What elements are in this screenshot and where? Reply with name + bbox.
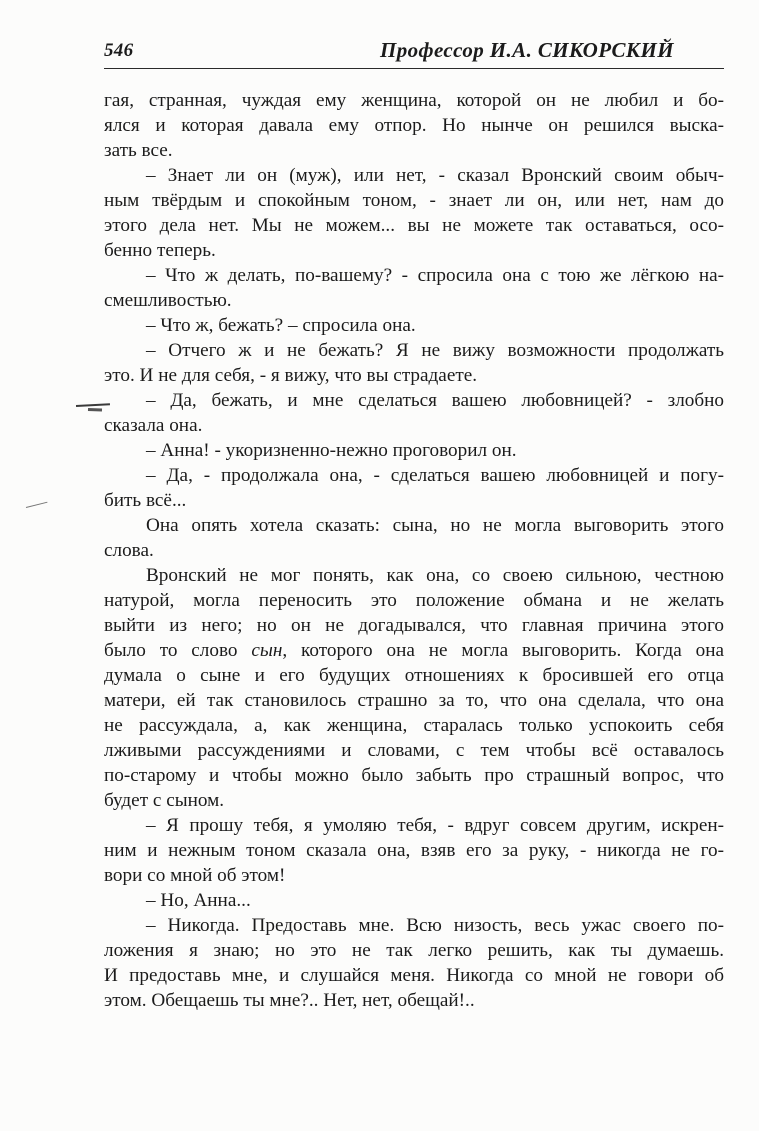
paragraph	[104, 888, 724, 913]
paragraph	[104, 263, 724, 313]
paragraph	[104, 438, 724, 463]
paragraph	[104, 463, 724, 513]
text-line: по-старому и чтобы можно было забыть про страшный вопрос, что	[104, 765, 724, 786]
text-line: – Отчего ж и не бежать? Я не вижу возможности продолжать	[146, 340, 724, 361]
paragraph	[104, 388, 724, 438]
text-line: – Никогда. Предоставь мне. Всю низость, весь ужас своего по-	[146, 915, 724, 936]
text-line: слова.	[104, 540, 154, 561]
pencil-mark	[26, 502, 48, 508]
text-line: этого дела нет. Мы не можем... вы не можете так оставаться, осо-	[104, 215, 724, 236]
text-line: – Знает ли он (муж), или нет, - сказал Вронский своим обыч-	[146, 165, 724, 186]
text-line: – Анна! - укоризненно-нежно проговорил он.	[146, 440, 517, 461]
text-line: бить всё...	[104, 490, 187, 511]
text-line: – Но, Анна...	[146, 890, 251, 911]
paragraph	[104, 813, 724, 888]
paragraph	[104, 88, 724, 163]
text-line: – Я прошу тебя, я умоляю тебя, - вдруг совсем другим, искрен-	[146, 815, 724, 836]
pencil-mark	[88, 408, 102, 411]
paragraph	[104, 338, 724, 388]
text-line: этом. Обещаешь ты мне?.. Нет, нет, обещай!..	[104, 990, 475, 1011]
text-line: было то слово сын, которого она не могла выговорить. Когда она	[104, 640, 724, 661]
text-line: И предоставь мне, и слушайся меня. Никогда со мной не говори об	[104, 965, 724, 986]
page-number: 546	[104, 40, 134, 61]
text-line: Вронский не мог понять, как она, со своею сильною, честною	[146, 565, 724, 586]
text-line: не рассуждала, а, как женщина, старалась только успокоить себя	[104, 715, 724, 736]
text-line: Она опять хотела сказать: сына, но не могла выговорить этого	[146, 515, 724, 536]
running-header	[104, 38, 724, 69]
emphasis: сын	[251, 640, 283, 661]
paragraph	[104, 313, 724, 338]
paragraph	[104, 513, 724, 563]
text-line: натурой, могла переносить это положение обмана и не желать	[104, 590, 724, 611]
text-line: ялся и которая давала ему отпор. Но нынче он решился выска-	[104, 115, 724, 136]
text-line: ным твёрдым и спокойным тоном, - знает ли он, или нет, нам до	[104, 190, 724, 211]
text-line: это. И не для себя, - я вижу, что вы страдаете.	[104, 365, 478, 386]
text-line: зать все.	[104, 140, 173, 161]
text-line: сказала она.	[104, 415, 203, 436]
text-line: – Да, - продолжала она, - сделаться вашею любовницей и погу-	[146, 465, 724, 486]
text-line: бенно теперь.	[104, 240, 216, 261]
text-line: смешливостью.	[104, 290, 232, 311]
paragraph	[104, 163, 724, 263]
text-line: ним и нежным тоном сказала она, взяв его за руку, - никогда не го-	[104, 840, 724, 861]
text-line: матери, ей так становилось страшно за то, что она сделала, что она	[104, 690, 724, 711]
text-line: – Что ж делать, по-вашему? - спросила она с тою же лёгкою на-	[146, 265, 724, 286]
text-line: – Да, бежать, и мне сделаться вашею любовницей? - злобно	[146, 390, 724, 411]
paragraph	[104, 913, 724, 1013]
text-line: лживыми рассуждениями и словами, с тем чтобы всё оставалось	[104, 740, 724, 761]
running-title: Профессор И.А. СИКОРСКИЙ	[380, 38, 674, 62]
text-line: выйти из него; но он не догадывался, что главная причина этого	[104, 615, 724, 636]
paragraph	[104, 563, 724, 813]
text-line: думала о сыне и его будущих отношениях к бросившей его отца	[104, 665, 724, 686]
text-line: – Что ж, бежать? – спросила она.	[146, 315, 416, 336]
text-line: гая, странная, чуждая ему женщина, которой он не любил и бо-	[104, 90, 724, 111]
text-line: вори со мной об этом!	[104, 865, 286, 886]
body-text	[104, 88, 724, 1013]
text-line: ложения я знаю; но это не так легко решить, как ты думаешь.	[104, 940, 724, 961]
text-line: будет с сыном.	[104, 790, 225, 811]
